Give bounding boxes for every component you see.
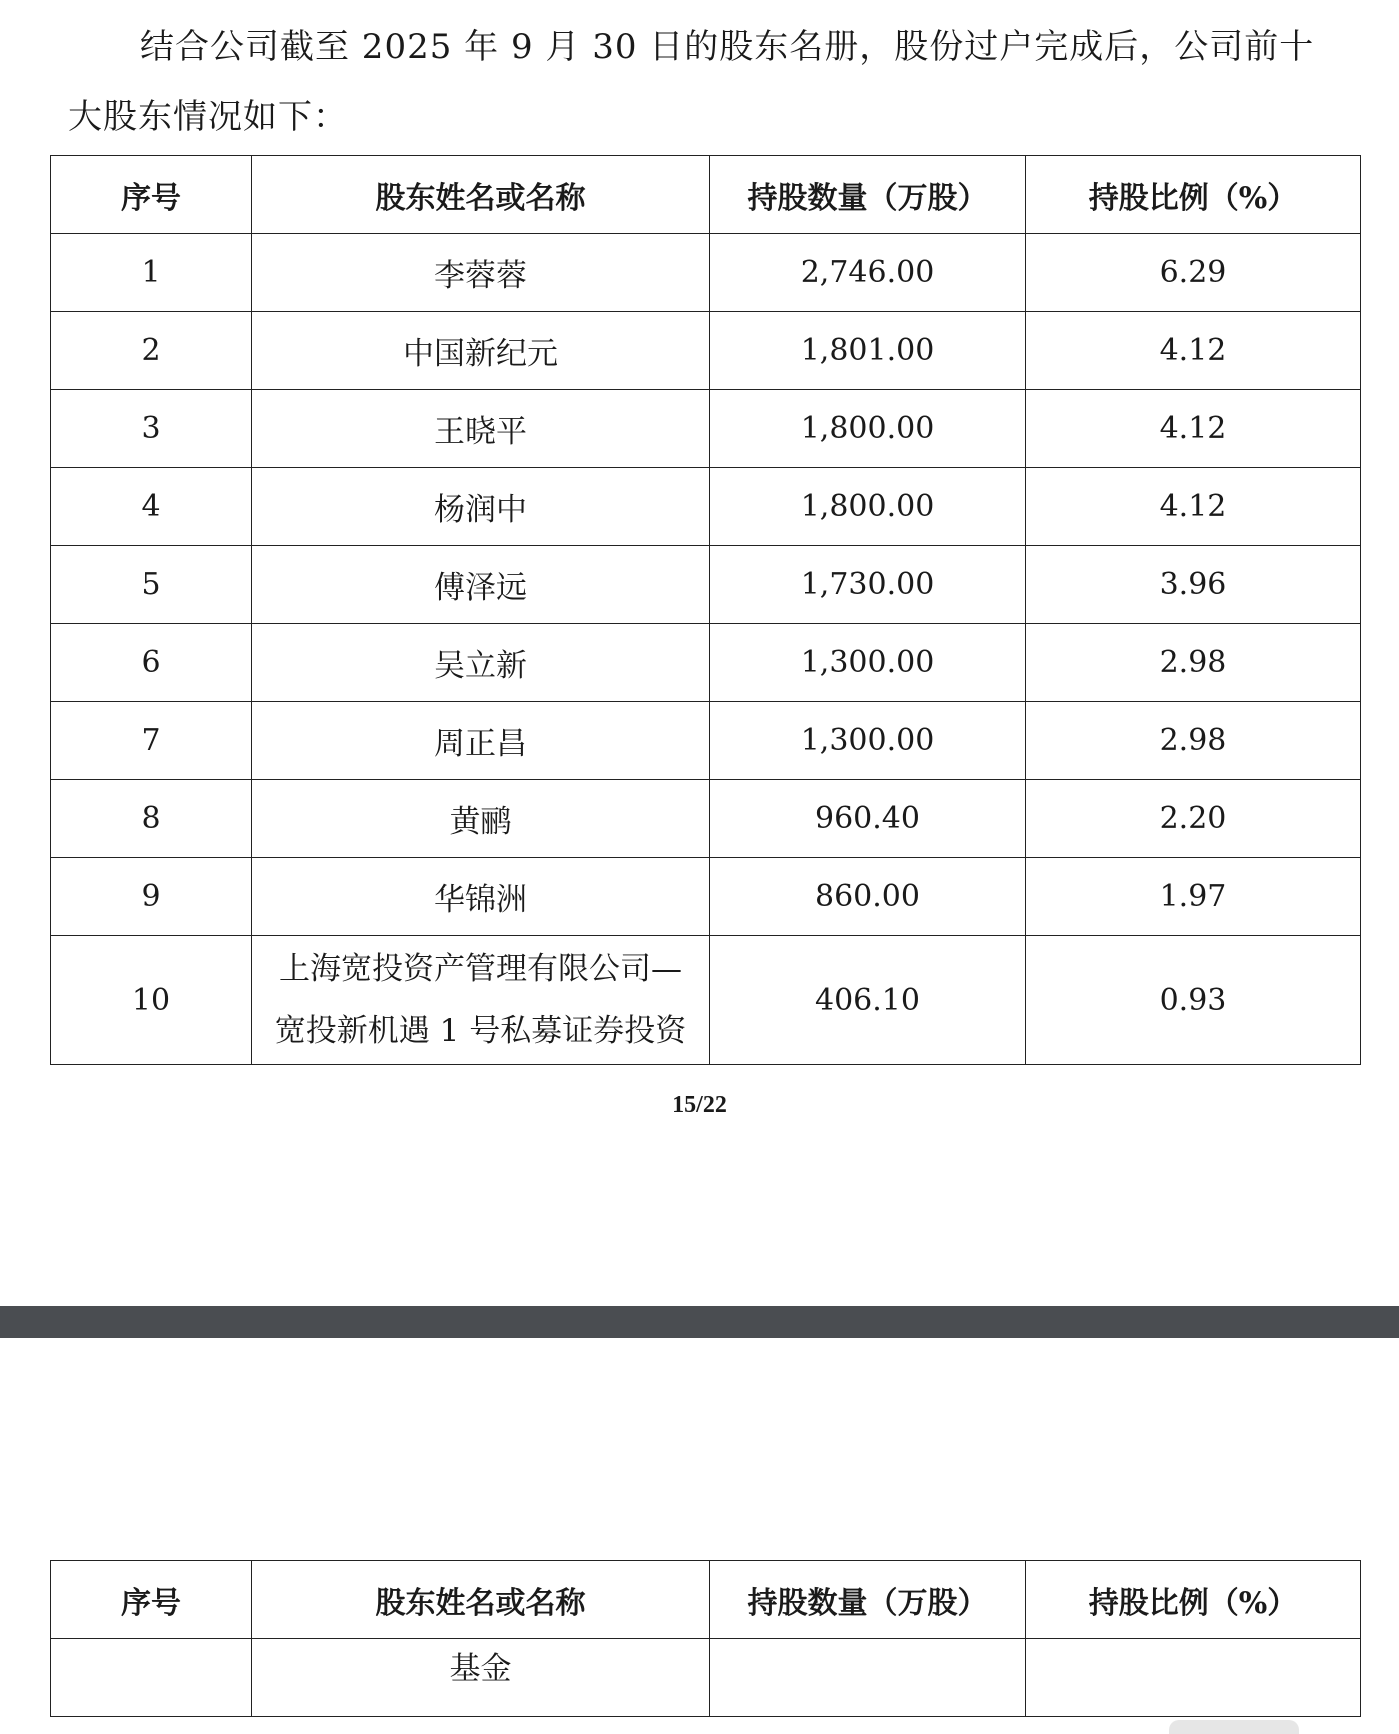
cell-name: 王晓平 [252,390,710,468]
header-ratio: 持股比例（%） [1026,156,1361,234]
top-ten-shareholders-table [50,155,1361,1065]
page-separator [0,1306,1399,1338]
cell-ratio: 6.29 [1026,234,1361,312]
table-row [51,234,1361,312]
shareholders-table-continued [50,1560,1361,1717]
cell-no: 5 [51,546,252,624]
cell-shares: 960.40 [710,780,1026,858]
cell-ratio: 4.12 [1026,468,1361,546]
table-row [51,858,1361,936]
cell-name: 李蓉蓉 [252,234,710,312]
cell-no: 10 [51,936,252,1065]
cell-shares: 1,801.00 [710,312,1026,390]
cell-no: 6 [51,624,252,702]
intro-paragraph [68,12,1348,152]
cell-ratio: 1.97 [1026,858,1361,936]
header-name: 股东姓名或名称 [252,156,710,234]
intro-paragraph-line-2: 大股东情况如下： [68,97,348,137]
table-row [51,624,1361,702]
cell-no: 1 [51,234,252,312]
cell-no: 7 [51,702,252,780]
table-row [51,936,1361,1065]
cell-shares: 1,300.00 [710,624,1026,702]
floating-button-edge[interactable] [1169,1720,1299,1734]
cell-ratio: 2.98 [1026,702,1361,780]
header-name: 股东姓名或名称 [252,1561,710,1639]
cell-no: 3 [51,390,252,468]
header-no: 序号 [51,1561,252,1639]
header-no: 序号 [51,156,252,234]
table-row [51,1639,1361,1717]
cell-no: 8 [51,780,252,858]
cell-no: 2 [51,312,252,390]
cell-name: 傅泽远 [252,546,710,624]
cell-no: 9 [51,858,252,936]
cell-name: 黄鹂 [252,780,710,858]
cell-shares: 2,746.00 [710,234,1026,312]
table-row [51,780,1361,858]
cell-shares: 1,800.00 [710,468,1026,546]
cell-shares: 860.00 [710,858,1026,936]
table-row [51,702,1361,780]
page-number: 15/22 [672,1092,727,1118]
table-header-row [51,1561,1361,1639]
cell-ratio: 2.20 [1026,780,1361,858]
cell-ratio: 3.96 [1026,546,1361,624]
cell-name: 华锦洲 [252,858,710,936]
cell-name-line-1: 上海宽投资产管理有限公司— [279,951,682,987]
cell-ratio: 0.93 [1026,936,1361,1065]
cell-name [252,936,710,1065]
cell-name: 基金 [252,1639,710,1717]
header-shares: 持股数量（万股） [710,1561,1026,1639]
table-row [51,546,1361,624]
table-row [51,312,1361,390]
cell-ratio [1026,1639,1361,1717]
cell-ratio: 4.12 [1026,390,1361,468]
table-row [51,468,1361,546]
table-row [51,390,1361,468]
intro-paragraph-line-1: 结合公司截至 2025 年 9 月 30 日的股东名册，股份过户完成后，公司前十 [140,27,1315,67]
cell-name: 周正昌 [252,702,710,780]
header-shares: 持股数量（万股） [710,156,1026,234]
cell-shares: 1,300.00 [710,702,1026,780]
cell-no: 4 [51,468,252,546]
cell-name: 杨润中 [252,468,710,546]
cell-shares: 406.10 [710,936,1026,1065]
cell-shares [710,1639,1026,1717]
cell-no [51,1639,252,1717]
cell-name-line-2: 宽投新机遇 1 号私募证券投资 [274,1013,687,1049]
cell-shares: 1,730.00 [710,546,1026,624]
table-header-row [51,156,1361,234]
cell-ratio: 4.12 [1026,312,1361,390]
cell-ratio: 2.98 [1026,624,1361,702]
header-ratio: 持股比例（%） [1026,1561,1361,1639]
cell-shares: 1,800.00 [710,390,1026,468]
document-page-16 [0,1338,1399,1734]
cell-name: 吴立新 [252,624,710,702]
cell-name: 中国新纪元 [252,312,710,390]
